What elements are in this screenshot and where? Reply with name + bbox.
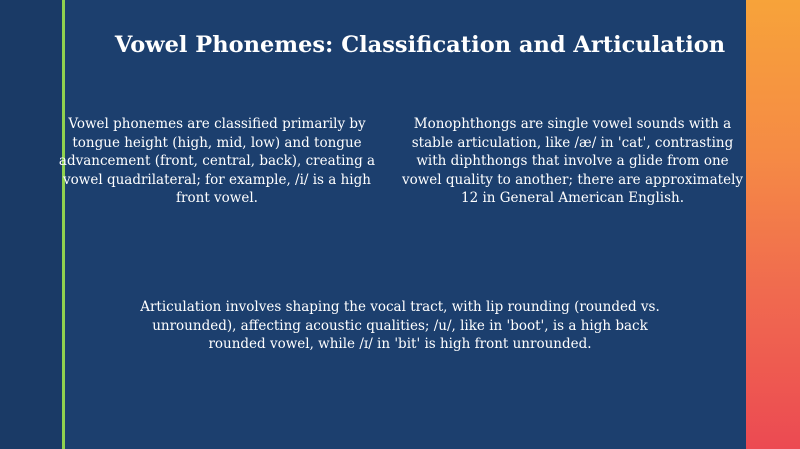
vertical-accent-line: [62, 0, 65, 449]
right-gradient-bar: [746, 0, 800, 449]
articulation-paragraph: Articulation involves shaping the vocal tract, with lip rounding (rounded vs. unrounded), affecting acoustic qualities; /u/, like in 'boot', is a high back rounded vowel, while /ɪ/ in 'bit' is high front unrounded.: [140, 299, 660, 353]
slide-title: Vowel Phonemes: Classification and Articulation: [114, 32, 726, 58]
classification-paragraph: Vowel phonemes are classified primarily by tongue height (high, mid, low) and tongue advancement (front, central, back), creating a vowel quadrilateral; for example, /i/ is a high front vowel.: [58, 116, 376, 207]
monophthongs-paragraph: Monophthongs are single vowel sounds with a stable articulation, like /æ/ in 'cat', contrasting with diphthongs that involve a glide from one vowel quality to another; there are approximately 12 in General American English.: [401, 116, 744, 207]
left-side-panel: [0, 0, 62, 449]
